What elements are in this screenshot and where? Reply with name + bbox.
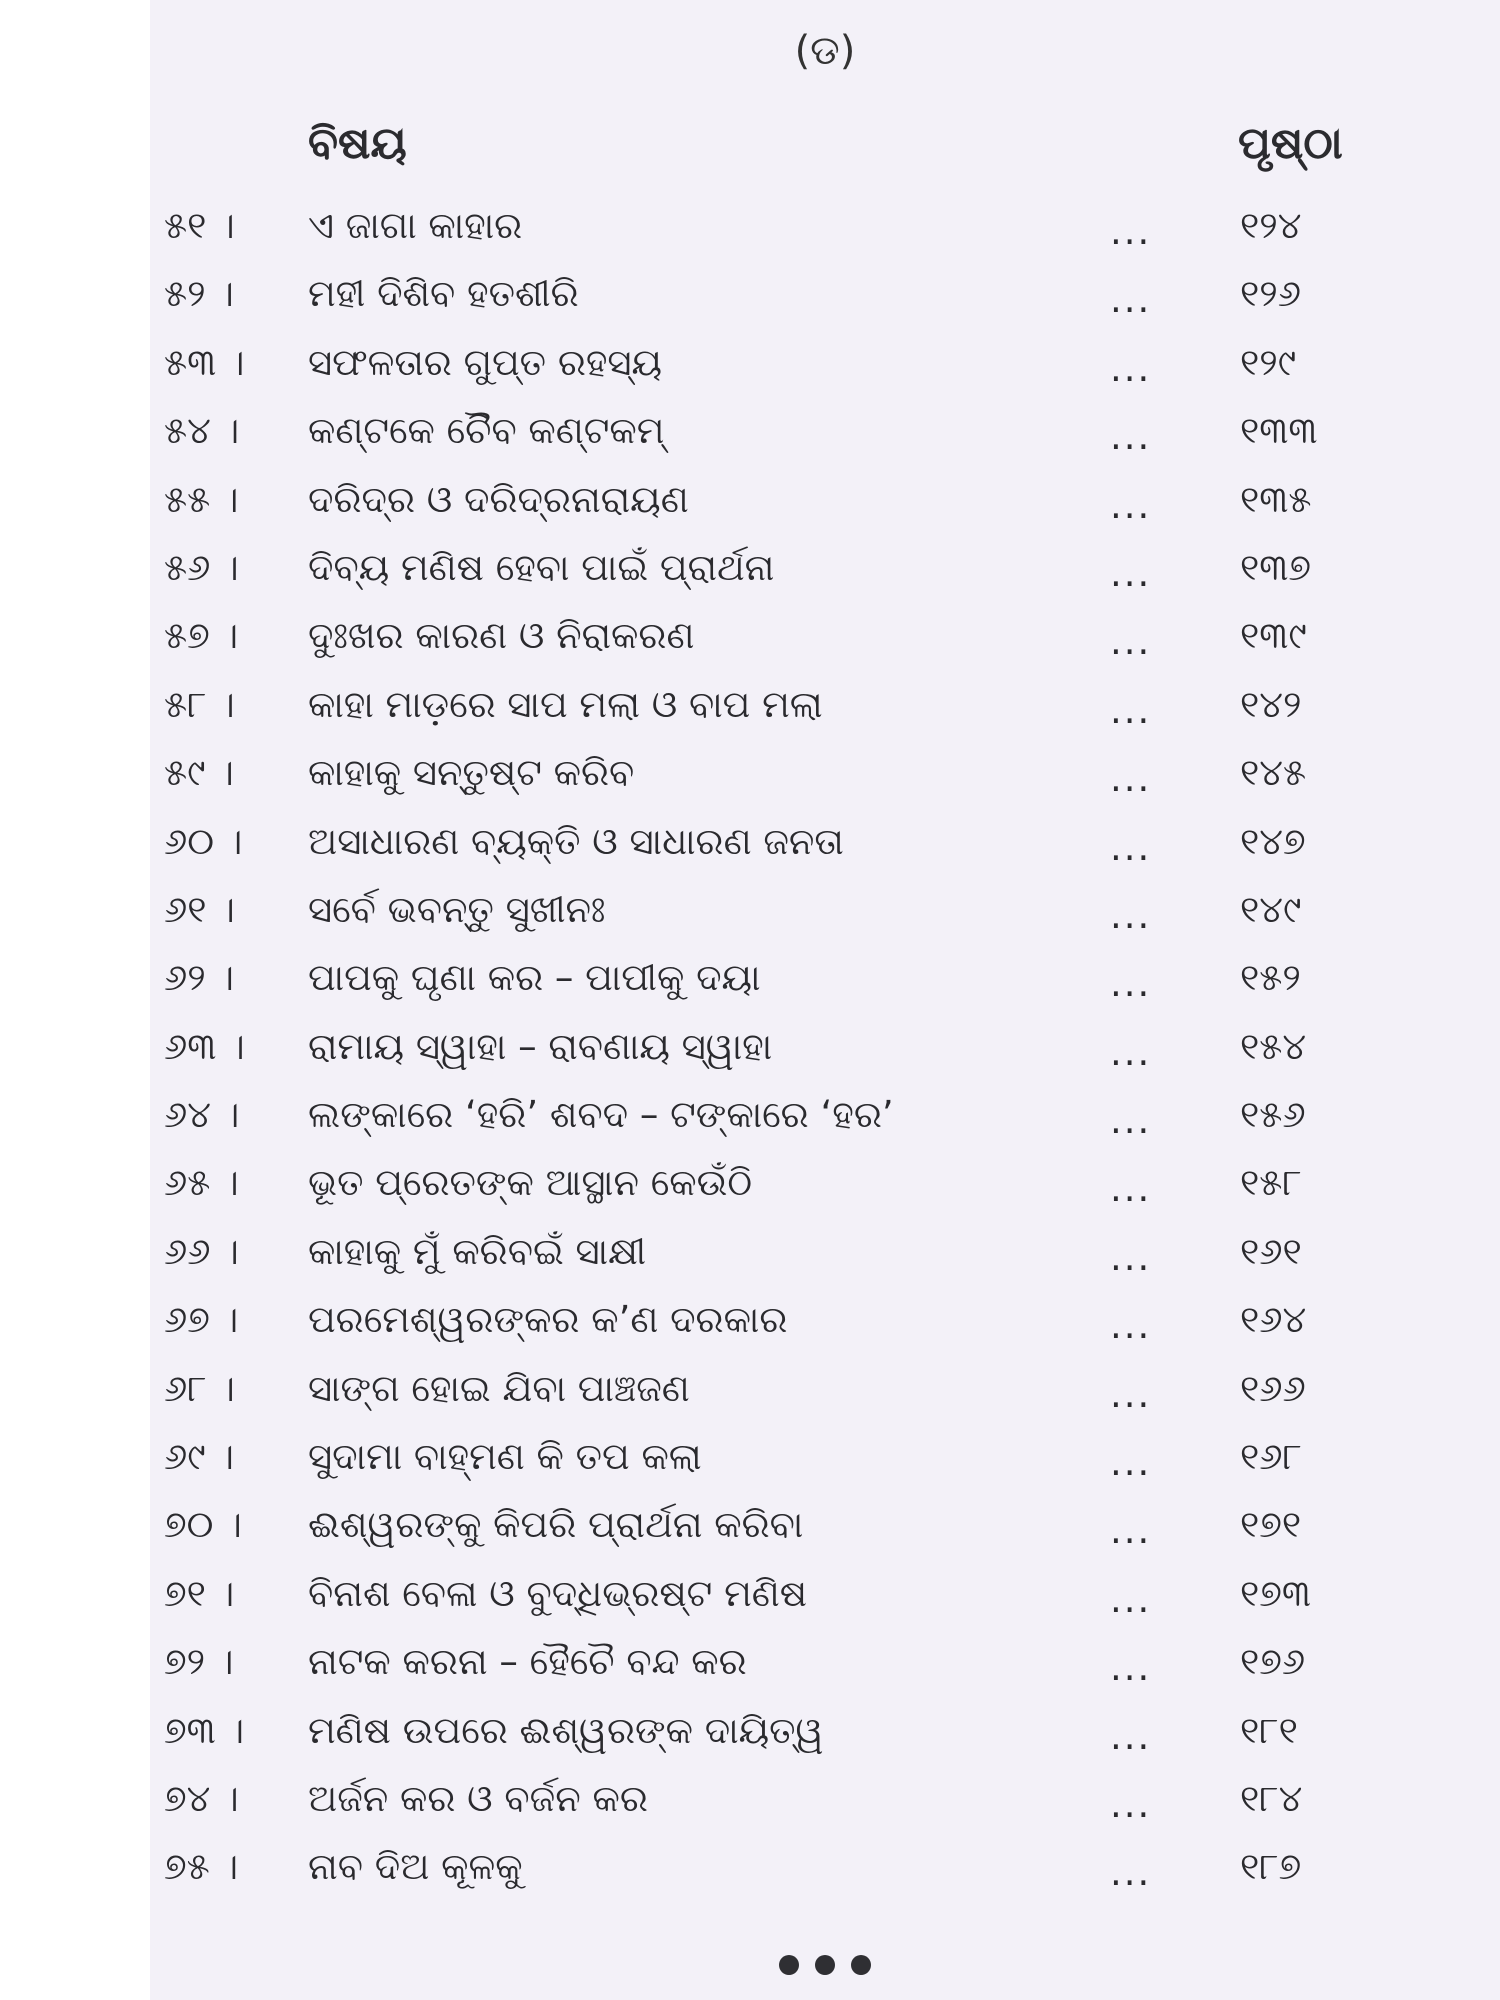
toc-row <box>150 1292 1500 1360</box>
entry-title: କଣ୍ଟକେ ଚୈିବ କଣ୍ଟକମ୍ <box>308 409 665 453</box>
entry-title: ଭୂତ ପ୍ରେତଙ୍କ ଆସ୍ଥାନ କେଉଁଠି <box>308 1161 753 1205</box>
entry-title: କାହାକୁ ସନ୍ତୁଷ୍ଟ କରିବ <box>308 751 635 795</box>
leader-dots: ... <box>1110 1030 1152 1074</box>
entry-page: ୧୩୫ <box>1240 477 1312 521</box>
page-column-header: ପୃଷ୍ଠା <box>1238 118 1343 169</box>
toc-row <box>150 745 1500 813</box>
toc-row <box>150 1566 1500 1634</box>
entry-number: ୫୨ । <box>164 272 234 316</box>
leader-dots: ... <box>1110 1304 1152 1348</box>
entry-title: ମଣିଷ ଉପରେ ଈଶ୍ୱରଙ୍କ ଦାୟିତ୍ୱ <box>308 1708 824 1752</box>
toc-row <box>150 403 1500 471</box>
entry-number: ୬୯ । <box>164 1435 235 1479</box>
entry-page: ୧୭୧ <box>1240 1503 1302 1547</box>
entry-number: ୬୧ । <box>164 887 235 931</box>
entry-page: ୧୭୬ <box>1240 1640 1306 1684</box>
toc-row <box>150 540 1500 608</box>
leader-dots: ... <box>1110 551 1152 595</box>
entry-title: ଏ ଜାଗା କାହାର <box>308 204 523 247</box>
entry-title: ଦିବ୍ୟ ମଣିଷ ହେବା ପାଇଁ ପ୍ରାର୍ଥନା <box>308 545 775 589</box>
entry-page: ୧୬୮ <box>1240 1435 1302 1479</box>
leader-dots: ... <box>1110 1851 1152 1895</box>
leader-dots: ... <box>1110 483 1152 527</box>
entry-number: ୫୯ । <box>164 751 234 795</box>
toc-row <box>150 1224 1500 1292</box>
entry-title: ବିନାଶ ବେଳା ଓ ବୁଦ୍ଧିଭ୍ରଷ୍ଟ ମଣିଷ <box>308 1571 808 1615</box>
entry-title: ସୁଦାମା ବାହ୍ମଣ କି ତପ କଲା <box>308 1435 702 1479</box>
entry-number: ୬୨ । <box>164 956 235 1000</box>
leader-dots: ... <box>1110 893 1152 937</box>
entry-number: ୫୧ । <box>164 204 235 247</box>
entry-number: ୫୫ । <box>164 477 239 521</box>
contents-page <box>150 0 1500 2000</box>
toc-row <box>150 1087 1500 1155</box>
entry-page: ୧୫୪ <box>1240 1024 1307 1068</box>
entry-page: ୧୪୨ <box>1240 682 1302 726</box>
toc-row <box>150 1155 1500 1223</box>
toc-row <box>150 1497 1500 1565</box>
leader-dots: ... <box>1110 278 1152 322</box>
entry-title: ପାପକୁ ଘୃଣା କର – ପାପୀକୁ ଦୟା <box>308 956 761 1000</box>
toc-row <box>150 266 1500 334</box>
leader-dots: ... <box>1110 1646 1152 1690</box>
entry-number: ୫୭ । <box>164 614 239 658</box>
entry-title: ନାବ ଦିଅ କୂଳକୁ <box>308 1845 523 1889</box>
entry-title: ମହୀ ଦିଶିବ ହତଶୀରି <box>308 272 579 316</box>
toc-row <box>150 1429 1500 1497</box>
entry-title: ଅସାଧାରଣ ବ୍ୟକ୍ତି ଓ ସାଧାରଣ ଜନତା <box>308 819 844 863</box>
entry-page: ୧୬୧ <box>1240 1229 1302 1273</box>
entry-number: ୫୩ । <box>164 340 245 384</box>
dot-icon <box>815 1955 835 1975</box>
entry-number: ୫୬ । <box>164 545 239 589</box>
toc-row <box>150 1771 1500 1839</box>
entry-page: ୧୮୧ <box>1240 1708 1298 1752</box>
leader-dots: ... <box>1110 1235 1152 1279</box>
entry-page: ୧୨୯ <box>1240 340 1297 384</box>
entry-title: ପରମେଶ୍ୱରଙ୍କର କ’ଣ ଦରକାର <box>308 1298 788 1342</box>
entry-page: ୧୨୪ <box>1240 204 1302 247</box>
toc-row <box>150 950 1500 1018</box>
leader-dots: ... <box>1110 757 1152 801</box>
subject-column-header: ବିଷୟ <box>308 118 407 169</box>
toc-row <box>150 608 1500 676</box>
entry-page: ୧୬୪ <box>1240 1298 1307 1342</box>
entry-title: କାହା ମାଡ଼ରେ ସାପ ମଲା ଓ ବାପ ମଲା <box>308 682 823 726</box>
page-margin <box>0 0 150 2000</box>
leader-dots: ... <box>1110 415 1152 459</box>
contents-list <box>150 198 1500 1908</box>
leader-dots: ... <box>1110 688 1152 732</box>
entry-page: ୧୩୩ <box>1240 409 1318 453</box>
entry-title: ରାମାୟ ସ୍ୱାହା – ରାବଣାୟ ସ୍ୱାହା <box>308 1024 773 1068</box>
entry-number: ୭୫ । <box>164 1845 239 1889</box>
entry-page: ୧୫୮ <box>1240 1161 1302 1205</box>
entry-title: ସର୍ବେ ଭବନ୍ତୁ ସୁଖୀନଃ <box>308 887 606 931</box>
leader-dots: ... <box>1110 1099 1152 1143</box>
entry-title: କାହାକୁ ମୁଁ କରିବଇଁ ସାକ୍ଷୀ <box>308 1229 647 1273</box>
leader-dots: ... <box>1110 346 1152 390</box>
entry-number: ୭୨ । <box>164 1640 234 1684</box>
entry-title: ଅର୍ଜନ କର ଓ ବର୍ଜନ କର <box>308 1776 648 1820</box>
entry-number: ୫୮ । <box>164 682 235 726</box>
toc-row <box>150 814 1500 882</box>
entry-page: ୧୭୩ <box>1240 1571 1312 1615</box>
entry-page: ୧୬୬ <box>1240 1366 1306 1410</box>
entry-page: ୧୪୯ <box>1240 887 1302 931</box>
entry-page: ୧୪୭ <box>1240 819 1306 863</box>
toc-row <box>150 1361 1500 1429</box>
entry-number: ୭୪ । <box>164 1776 239 1820</box>
entry-page: ୧୩୯ <box>1240 614 1307 658</box>
entry-number: ୭୦ । <box>164 1503 242 1547</box>
entry-number: ୬୮ । <box>164 1366 235 1410</box>
leader-dots: ... <box>1110 1167 1152 1211</box>
entry-number: ୬୬ । <box>164 1229 239 1273</box>
toc-row <box>150 1019 1500 1087</box>
leader-dots: ... <box>1110 1441 1152 1485</box>
entry-title: ସାଙ୍ଗ ହୋଇ ଯିବା ପାଞ୍ଚଜଣ <box>308 1366 690 1410</box>
leader-dots: ... <box>1110 1509 1152 1553</box>
entry-number: ୬୫ । <box>164 1161 239 1205</box>
entry-number: ୬୩ । <box>164 1024 245 1068</box>
entry-number: ୬୪ । <box>164 1093 240 1137</box>
toc-row <box>150 1839 1500 1907</box>
toc-row <box>150 472 1500 540</box>
leader-dots: ... <box>1110 1372 1152 1416</box>
entry-page: ୧୨୬ <box>1240 272 1301 316</box>
end-ornament <box>150 1955 1500 1979</box>
dot-icon <box>779 1955 799 1975</box>
toc-row <box>150 198 1500 266</box>
toc-row <box>150 335 1500 403</box>
entry-page: ୧୫୨ <box>1240 956 1301 1000</box>
entry-title: ନାଟକ କରନା – ହୈଚୈ ବନ୍ଦ କର <box>308 1640 747 1684</box>
dot-icon <box>851 1955 871 1975</box>
page-number: (ଡ) <box>794 28 856 74</box>
toc-row <box>150 1634 1500 1702</box>
entry-page: ୧୫୬ <box>1240 1093 1306 1137</box>
entry-number: ୬୭ । <box>164 1298 239 1342</box>
entry-page: ୧୮୪ <box>1240 1776 1303 1820</box>
entry-title: ଈଶ୍ୱରଙ୍କୁ କିପରି ପ୍ରାର୍ଥନା କରିବା <box>308 1503 804 1547</box>
entry-title: ଲଙ୍କାରେ ‘ହରି’ ଶବଦ – ଟଙ୍କାରେ ‘ହର’ <box>308 1093 894 1137</box>
leader-dots: ... <box>1110 1577 1152 1621</box>
entry-title: ସଫଳତାର ଗୁପ୍ତ ରହସ୍ୟ <box>308 340 663 384</box>
entry-number: ୫୪ । <box>164 409 240 453</box>
leader-dots: ... <box>1110 1782 1152 1826</box>
entry-number: ୬୦ । <box>164 819 243 863</box>
leader-dots: ... <box>1110 620 1152 664</box>
leader-dots: ... <box>1110 825 1152 869</box>
entry-page: ୧୩୭ <box>1240 545 1312 589</box>
toc-row <box>150 882 1500 950</box>
entry-number: ୭୧ । <box>164 1571 235 1615</box>
toc-row <box>150 1703 1500 1771</box>
entry-number: ୭୩ । <box>164 1708 245 1752</box>
entry-page: ୧୪୫ <box>1240 751 1307 795</box>
entry-title: ଦୁଃଖର କାରଣ ଓ ନିରାକରଣ <box>308 614 695 658</box>
entry-title: ଦରିଦ୍ର ଓ ଦରିଦ୍ରନାରାୟଣ <box>308 477 689 521</box>
leader-dots: ... <box>1110 1714 1152 1758</box>
leader-dots: ... <box>1110 210 1152 253</box>
leader-dots: ... <box>1110 962 1152 1006</box>
entry-page: ୧୮୭ <box>1240 1845 1302 1889</box>
toc-row <box>150 677 1500 745</box>
